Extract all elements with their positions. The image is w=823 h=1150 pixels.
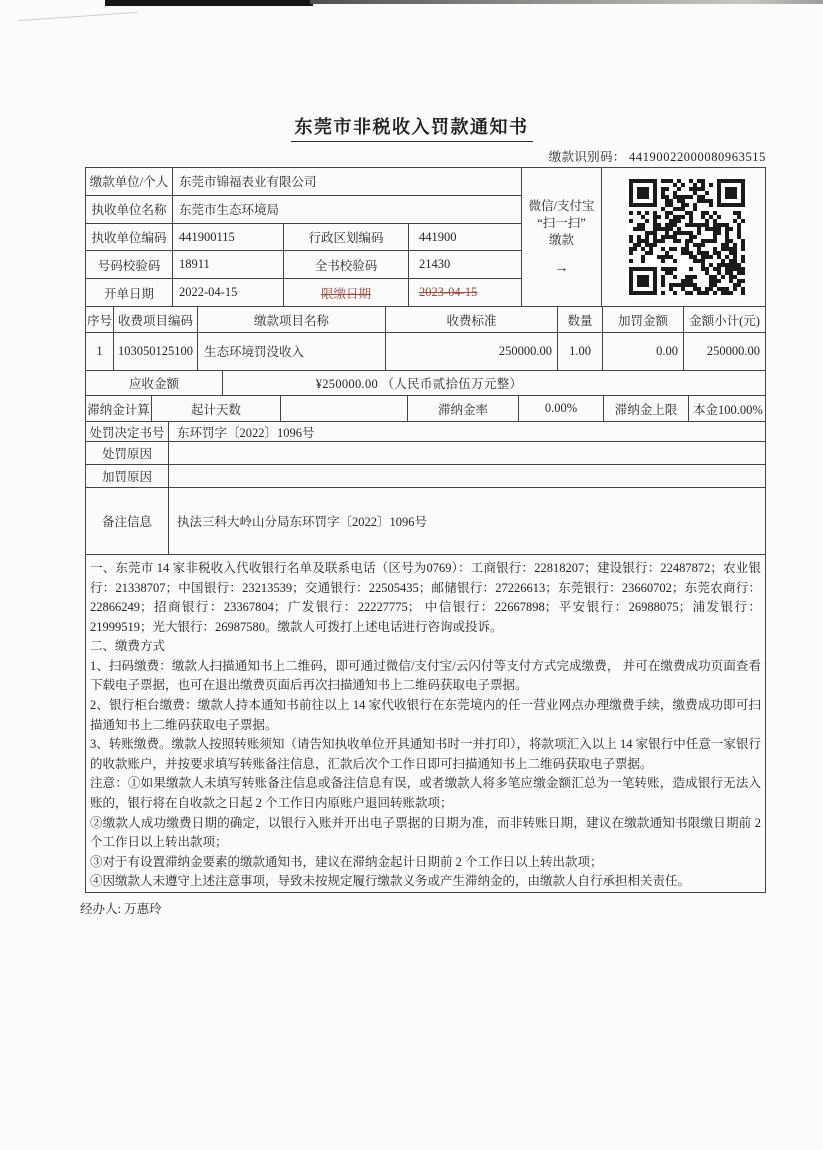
decision-value: 东环罚字〔2022〕1096号 <box>177 425 315 440</box>
scan-artifact-dark-strip <box>105 0 313 6</box>
note-paragraph: 二、缴费方式 <box>90 639 166 654</box>
document-title-wrap <box>0 113 823 142</box>
late-fee-cap-label: 滞纳金上限 <box>604 396 689 421</box>
decision-label: 处罚决定书号 <box>86 422 169 440</box>
col-item-code: 收费项目编码 <box>114 307 198 332</box>
extra-fine-reason-label: 加罚原因 <box>86 465 169 487</box>
remark-row <box>86 487 765 554</box>
item-qty: 1.00 <box>558 333 603 369</box>
agency-code-label: 执收单位编码 <box>86 224 173 251</box>
issue-date-value: 2022-04-15 <box>173 279 284 306</box>
pay-hint-line1: 微信/支付宝 <box>528 198 595 213</box>
document-title: 东莞市非税收入罚款通知书 <box>291 113 533 142</box>
payment-id-label: 缴款识别码： <box>548 150 626 164</box>
scan-artifact-scratch <box>18 12 138 21</box>
col-qty: 数量 <box>558 307 603 332</box>
note-paragraph: 1、扫码缴费：缴款人扫描通知书上二维码，即可通过微信/支付宝/云闪付等支付方式完成缴费， 并可在缴费成功页面查看下载电子票据，也可在退出缴费页面后再次扫描通知书上二维码获取电子票据。 <box>90 658 761 693</box>
total-row <box>86 370 765 396</box>
item-seq: 1 <box>86 333 114 369</box>
extra-fine-reason-value <box>169 465 765 487</box>
note-paragraph: 注意：①如果缴款人未填写转账备注信息或备注信息有误，或者缴款人将多笔应缴金额汇总为一笔转账，造成银行无法入账的，银行将在自收款之日起 2 个工作日内原账户退回转账款项； <box>90 776 761 811</box>
late-fee-cap-value: 本金100.00% <box>693 402 763 417</box>
col-standard: 收费标准 <box>386 307 558 332</box>
scan-to-pay-hint <box>521 168 601 306</box>
qr-cell <box>601 168 765 306</box>
number-check-label: 号码校验码 <box>86 251 173 278</box>
payer-label: 缴款单位/个人 <box>86 168 173 195</box>
note-paragraph: ③对于有设置滞纳金要素的缴款通知书，建议在滞纳金起计日期前 2 个工作日以上转出款项； <box>90 854 603 869</box>
due-date-label-struck: 限缴日期 <box>284 279 409 306</box>
notice-table <box>85 167 766 893</box>
item-standard: 250000.00 <box>386 333 558 369</box>
info-section <box>86 168 765 306</box>
payer-value: 东莞市锦福表业有限公司 <box>179 175 317 190</box>
punish-reason-row <box>86 441 765 464</box>
col-extra-fine: 加罚金额 <box>603 307 684 332</box>
due-date-value-struck: 2023-04-15 <box>419 285 478 300</box>
note-paragraph: 一、东莞市 14 家非税收入代收银行名单及联系电话（区号为0769）：工商银行：22818207；建设银行：22487872；农业银行：21338707；中国银行：23213539；交通银行：22505435；邮储银行：27226613；东莞银行：23660702；东莞农商行：22866249；招商银行：23367804；广发银行：22227775； 中信银行：22667898；平安银行：26988075；浦发银行：21999519；光大银行：26987580。缴款人可拨打上述电话进行咨询或投诉。 <box>90 560 761 634</box>
col-subtotal: 金额小计(元) <box>689 313 760 328</box>
col-seq: 序号 <box>86 307 114 332</box>
note-paragraph: 3、转账缴费。缴款人按照转账须知（请告知执收单位开具通知书时一并打印），将款项汇入以上 14 家银行中任意一家银行的收款账户，并按要求填写转账备注信息，汇款后次个工作日即可扫描通知书上二维码获取电子票据。 <box>90 737 761 771</box>
punish-reason-label: 处罚原因 <box>86 442 169 464</box>
scan-artifact-gray-strip <box>310 0 823 4</box>
total-value: ¥250000.00 （人民币贰拾伍万元整） <box>315 376 523 391</box>
punish-reason-value <box>169 442 765 464</box>
arrow-right-icon: → <box>554 260 569 276</box>
note-paragraph: ②缴款人成功缴费日期的确定，以银行入账并开出电子票据的日期为准，而非转账日期，建议在缴款通知书限缴日期前 2 个工作日以上转出款项； <box>90 815 761 850</box>
late-fee-rate-value: 0.00% <box>519 396 604 421</box>
late-fee-days-label: 起计天数 <box>152 396 281 421</box>
agency-name-value: 东莞市生态环境局 <box>179 203 280 218</box>
note-paragraph: ④因缴款人未遵守上述注意事项，导致未按规定履行缴款义务或产生滞纳金的，由缴款人自行承担相关责任。 <box>90 874 691 889</box>
qr-code <box>626 176 748 298</box>
region-code-label: 行政区划编码 <box>284 224 409 251</box>
table-row <box>86 251 521 279</box>
table-row <box>86 279 521 306</box>
remark-value: 执法三科大岭山分局东环罚字〔2022〕1096号 <box>177 514 428 529</box>
item-row <box>86 332 765 369</box>
decision-row <box>86 421 765 440</box>
book-check-label: 全书校验码 <box>284 251 409 278</box>
item-extra-fine: 0.00 <box>603 333 684 369</box>
operator-line: 经办人: 万惠玲 <box>80 902 162 916</box>
pay-hint-line3: 缴款 <box>548 232 574 247</box>
agency-code-value: 441900115 <box>173 224 284 251</box>
table-row <box>86 168 521 196</box>
extra-fine-reason-row <box>86 464 765 487</box>
item-code: 103050125100 <box>114 333 198 369</box>
late-fee-label: 滞纳金计算 <box>86 396 152 421</box>
late-fee-row <box>86 395 765 421</box>
notes-section <box>86 554 765 892</box>
number-check-value: 18911 <box>173 251 284 278</box>
info-left-grid <box>86 168 521 306</box>
region-code-value: 441900 <box>419 229 457 244</box>
note-paragraph: 2、银行柜台缴费：缴款人持本通知书前往以上 14 家代收银行在东莞境内的任一营业网点办理缴费手续，缴费成功即可扫描通知书上二维码获取电子票据。 <box>90 698 761 732</box>
col-item-name: 缴款项目名称 <box>198 307 386 332</box>
late-fee-rate-label: 滞纳金率 <box>408 396 519 421</box>
pay-hint-line2: “扫一扫” <box>537 215 586 230</box>
agency-name-label: 执收单位名称 <box>86 196 173 223</box>
table-row <box>86 196 521 224</box>
item-name: 生态环境罚没收入 <box>198 333 386 369</box>
total-label: 应收金额 <box>86 371 223 396</box>
issue-date-label: 开单日期 <box>86 279 173 306</box>
payment-id-value: 44190022000080963515 <box>629 150 766 164</box>
items-header-row <box>86 306 765 332</box>
late-fee-days-value <box>281 396 408 421</box>
table-row <box>86 224 521 252</box>
payment-id-line <box>549 147 766 165</box>
book-check-value: 21430 <box>419 257 451 272</box>
item-subtotal: 250000.00 <box>706 343 760 358</box>
remark-label: 备注信息 <box>86 488 169 554</box>
